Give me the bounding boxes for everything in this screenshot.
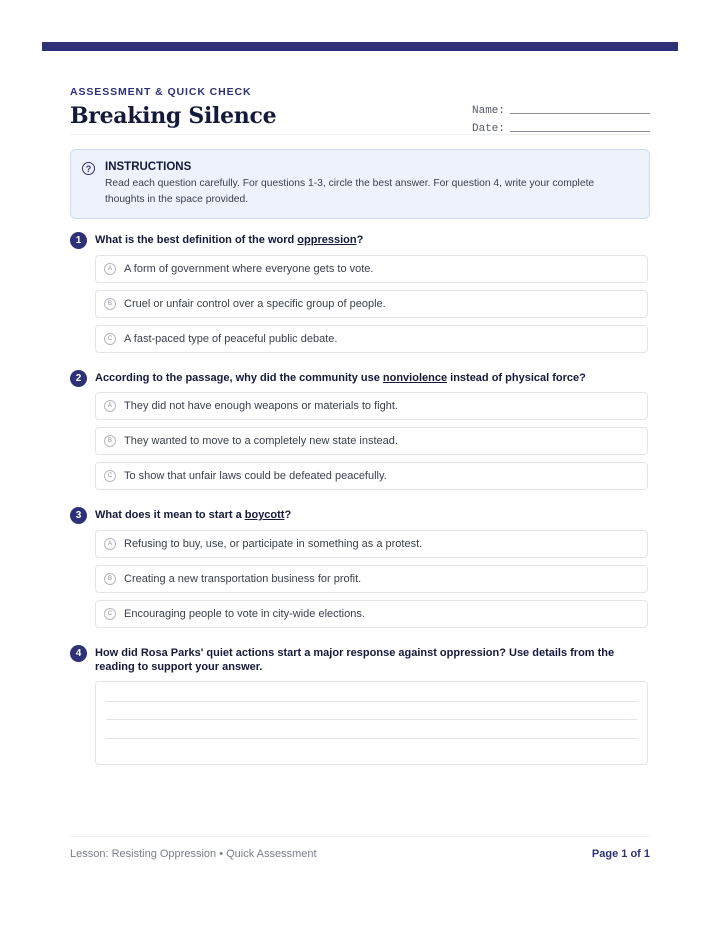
top-accent-bar — [42, 42, 678, 51]
question-text — [95, 233, 650, 247]
option-text: Encouraging people to vote in city-wide elections. — [124, 608, 365, 620]
option-1b[interactable] — [95, 290, 648, 318]
name-field-row — [472, 99, 650, 117]
option-letter: A — [104, 538, 116, 550]
option-letter: B — [104, 573, 116, 585]
question-number-badge: 1 — [70, 232, 87, 249]
option-letter: B — [104, 435, 116, 447]
instructions-text: Read each question carefully. For questions 1-3, circle the best answer. For question 4, write your complete thoughts in the space provided. — [105, 178, 595, 205]
question-text-before: What is the best definition of the word — [95, 234, 298, 246]
option-letter: B — [104, 298, 116, 310]
option-2c[interactable] — [95, 462, 648, 490]
question-text — [95, 508, 650, 522]
question-number-badge: 4 — [70, 645, 87, 662]
option-text: Cruel or unfair control over a specific group of people. — [124, 298, 386, 310]
question-text-after: instead of physical force? — [447, 372, 586, 384]
name-label: Name: — [472, 105, 506, 117]
question-keyword: nonviolence — [382, 372, 448, 384]
writing-line — [106, 719, 637, 720]
option-letter: C — [104, 333, 116, 345]
option-letter: A — [104, 263, 116, 275]
question-keyword: boycott — [244, 509, 285, 521]
option-2b[interactable] — [95, 427, 648, 455]
option-3a[interactable] — [95, 530, 648, 558]
question-text-before: What does it mean to start a — [95, 509, 245, 521]
date-label: Date: — [472, 123, 506, 135]
question-text-after: ? — [356, 234, 364, 246]
footer-lesson-label: Lesson: Resisting Oppression • Quick Assessment — [70, 848, 317, 860]
date-field[interactable] — [510, 120, 650, 132]
name-date-fields — [472, 99, 650, 135]
option-text: A form of government where everyone gets to vote. — [124, 263, 374, 275]
question-text: How did Rosa Parks' quiet actions start a major response against oppression? Use details from the reading to support your answer. — [95, 647, 615, 673]
writing-line — [106, 701, 637, 702]
name-field[interactable] — [510, 102, 650, 114]
option-text: Refusing to buy, use, or participate in something as a protest. — [124, 538, 423, 550]
eyebrow-label: ASSESSMENT & QUICK CHECK — [70, 86, 252, 98]
question-number-badge: 3 — [70, 507, 87, 524]
worksheet-page — [70, 84, 650, 673]
option-3b[interactable] — [95, 565, 648, 593]
answer-textarea[interactable] — [95, 681, 648, 765]
instructions-box — [70, 149, 650, 219]
option-text: A fast-paced type of peaceful public debate. — [124, 333, 338, 345]
option-1c[interactable] — [95, 325, 648, 353]
question-number-badge: 2 — [70, 370, 87, 387]
question-text-before: According to the passage, why did the community use — [95, 372, 383, 384]
question-text-after: ? — [284, 509, 292, 521]
page-title: Breaking Silence — [70, 103, 277, 129]
option-letter: C — [104, 470, 116, 482]
date-field-row — [472, 117, 650, 135]
page-footer — [70, 836, 650, 867]
option-1a[interactable] — [95, 255, 648, 283]
question-keyword: oppression — [297, 234, 357, 246]
worksheet-header — [70, 84, 650, 135]
footer-page-number: Page 1 of 1 — [591, 848, 650, 860]
option-text: Creating a new transportation business for profit. — [124, 573, 362, 585]
option-text: They did not have enough weapons or materials to fight. — [124, 400, 398, 412]
option-2a[interactable] — [95, 392, 648, 420]
option-3c[interactable] — [95, 600, 648, 628]
option-letter: A — [104, 400, 116, 412]
option-letter: C — [104, 608, 116, 620]
writing-line — [106, 738, 637, 739]
option-text: They wanted to move to a completely new state instead. — [124, 435, 398, 447]
option-text: To show that unfair laws could be defeated peacefully. — [124, 470, 387, 482]
instructions-title: INSTRUCTIONS — [105, 161, 192, 173]
question-text — [95, 371, 650, 385]
question-circle-icon: ? — [82, 162, 95, 175]
